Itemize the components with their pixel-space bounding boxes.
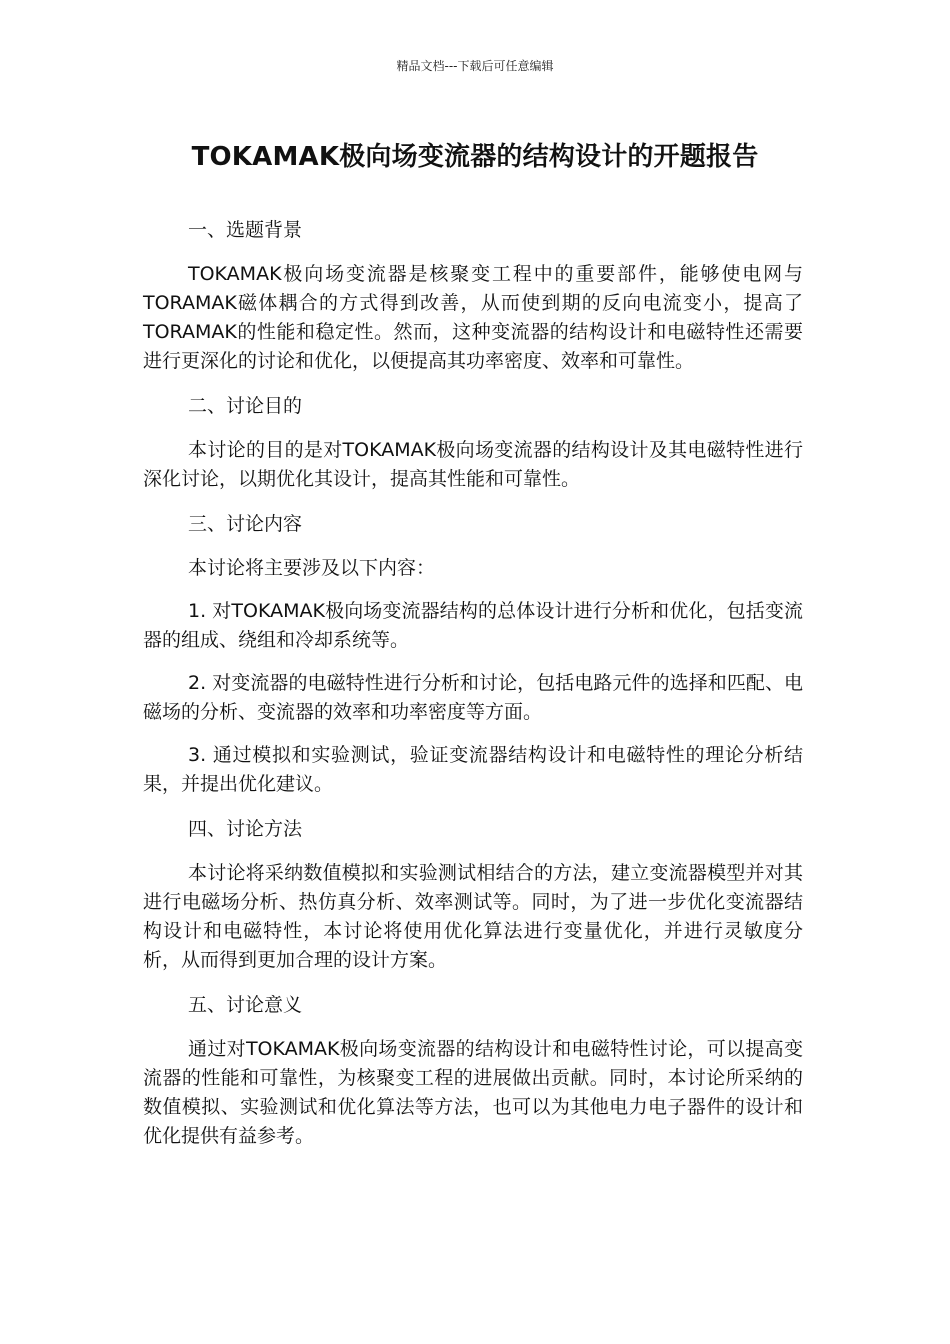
section-heading-purpose: 二、讨论目的 — [188, 395, 303, 417]
document-header-note: 精品文档---下载后可任意编辑 — [396, 59, 554, 73]
section-paragraph: TOKAMAK极向场变流器是核聚变工程中的重要部件，能够使电网与TORAMAK磁体耦合的方式得到改善，从而使到期的反向电流变小，提高了TORAMAK的性能和稳定性。然而，这种变流器的结构设计和电磁特性还需要进行更深化的讨论和优化，以便提高其功率密度、效率和可靠性。 — [143, 263, 803, 372]
list-item: 1. 对TOKAMAK极向场变流器结构的总体设计进行分析和优化，包括变流器的组成、绕组和冷却系统等。 — [143, 600, 803, 651]
section-heading-content: 三、讨论内容 — [188, 513, 303, 535]
section-intro: 本讨论将主要涉及以下内容： — [188, 557, 436, 579]
section-paragraph: 本讨论的目的是对TOKAMAK极向场变流器的结构设计及其电磁特性进行深化讨论，以期优化其设计，提高其性能和可靠性。 — [143, 439, 803, 490]
section-heading-background: 一、选题背景 — [188, 219, 303, 241]
document-body — [143, 214, 803, 1165]
list-item: 3. 通过模拟和实验测试，验证变流器结构设计和电磁特性的理论分析结果，并提出优化建议。 — [143, 744, 803, 795]
section-heading-method: 四、讨论方法 — [188, 818, 303, 840]
section-paragraph: 通过对TOKAMAK极向场变流器的结构设计和电磁特性讨论，可以提高变流器的性能和可靠性，为核聚变工程的进展做出贡献。同时，本讨论所采纳的数值模拟、实验测试和优化算法等方法，也可以为其他电力电子器件的设计和优化提供有益参考。 — [143, 1038, 803, 1147]
document-title: TOKAMAK极向场变流器的结构设计的开题报告 — [191, 142, 759, 172]
section-heading-significance: 五、讨论意义 — [188, 994, 303, 1016]
list-item: 2. 对变流器的电磁特性进行分析和讨论，包括电路元件的选择和匹配、电磁场的分析、变流器的效率和功率密度等方面。 — [143, 672, 803, 723]
section-paragraph: 本讨论将采纳数值模拟和实验测试相结合的方法，建立变流器模型并对其进行电磁场分析、热仿真分析、效率测试等。同时，为了进一步优化变流器结构设计和电磁特性，本讨论将使用优化算法进行变量优化，并进行灵敏度分析，从而得到更加合理的设计方案。 — [143, 862, 803, 971]
